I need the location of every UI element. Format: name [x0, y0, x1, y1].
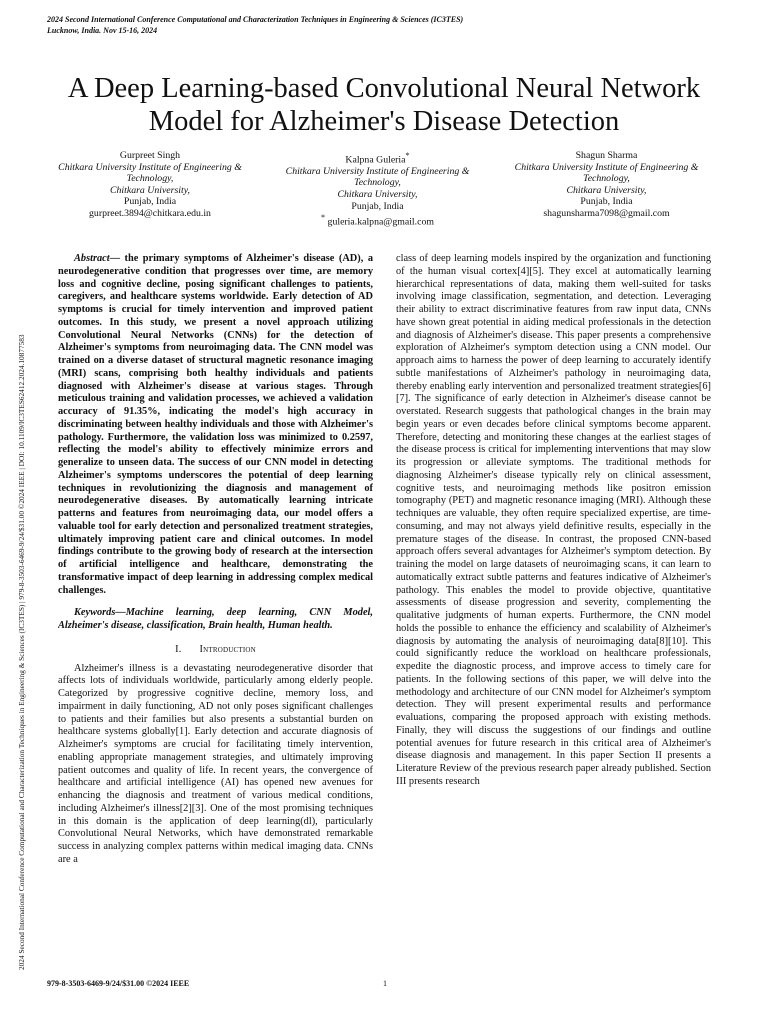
paper-title: A Deep Learning-based Convolutional Neural Network Model for Alzheimer's Disease Detection [67, 73, 701, 137]
introduction-continued: class of deep learning models inspired by the organization and functioning of the human visual cortex[4][5]. They excel at automatically learning hierarchical representations of data, making them well-suited for tasks involving image classification, segmentation, and detection. Leveraging their ability to extract discriminative features from raw input data, CNNs have shown great potential in aiding medical professionals in the detection and diagnosis of Alzheimer's disease. This paper presents a comprehensive exploration of Alzheimer's symptom detection using a CNN model. Our approach aims to harness the power of deep learning to accurately identify subtle manifestations of Alzheimer's pathology in neuroimaging data, thereby enabling early intervention and personalized treatment strategies[6][7]. The significance of early detection in Alzheimer's disease cannot be overstated. Research suggests that pathological changes in the brain may begin years or even decades before clinical symptoms become apparent. Therefore, detecting and monitoring these changes at the earliest stages of the disease process is critical for implementing interventions that may slow its progression or alleviate symptoms. The traditional methods for diagnosing Alzheimer's disease typically rely on clinical assessment, cognitive tests, and neuroimaging methods like positron emission tomography (PET) and magnetic resonance imaging (MRI). Although these techniques are valuable, they often require specialized expertise, are time-consuming, and may not always yield definitive results, especially in the premature stages of the disease. In contrast, the proposed CNN-based approach offers several advantages for Alzheimer's symptom detection. By training the model on large datasets of neuroimaging scans, it can learn to automatically extract subtle patterns and features indicative of Alzheimer's pathology. This enables the model to provide objective, quantitative assessments of disease progression and severity, complementing the qualitative judgments of human experts. Furthermore, the CNN model holds the possible to enhance the efficiency and scalability of Alzheimer's diagnosis by automating the analysis of neuroimaging data[8][10]. This could significantly reduce the workload on healthcare professionals, expedite the diagnostic process, and improve access to timely care for patients. In the following sections of this paper, we will delve into the methodology and architecture of our CNN model for Alzheimer's symptom detection. They will present experimental results and performance evaluations, comparing the proposed approach with existing methods. Finally, they will discuss the suggestions of our findings and outline potential avenues for future research in this critical area of Alzheimer's disease diagnosis and management. In this paper Section II presents a Literature Review of the previous research paper already published. Section III presents research [396, 253, 711, 787]
author-location: Punjab, India [580, 196, 633, 208]
author-location: Punjab, India [123, 196, 177, 208]
author-affiliation: Chitkara University Institute of Engineering & Technology, [285, 165, 470, 189]
author-block [50, 150, 718, 232]
conference-name: 2024 Second International Conference Computational and Characterization Techniques in Engineering & Sciences (IC3TES) [47, 15, 464, 24]
author-affiliation: Chitkara University Institute of Engineering & Technology, [58, 161, 242, 185]
footer-isbn: 979-8-3503-6469-9/24/$31.00 ©2024 IEEE [47, 979, 190, 988]
section-number: I. [175, 643, 182, 655]
author-2 [270, 150, 485, 228]
author-location: Punjab, India [351, 200, 404, 212]
author-name: Shagun Sharma [575, 150, 638, 161]
page-number: 1 [383, 979, 387, 988]
author-affiliation: Chitkara University Institute of Engineering & Technology, [514, 161, 699, 185]
abstract-label: Abstract [74, 253, 110, 264]
author-name: Kalpna Guleria* [345, 151, 410, 166]
section-heading [58, 644, 373, 657]
abstract [58, 253, 373, 597]
abstract-text: — the primary symptoms of Alzheimer's disease (AD), a neurodegenerative condition that progresses over time, are memory loss and cognitive decline, posing significant challenges to patients, caregivers, and healthcare systems worldwide. Early detection of AD symptoms is crucial for timely intervention and improved patient outcomes. In this study, we present a novel approach utilizing Convolutional Neural Networks (CNNs) for the detection of Alzheimer's symptoms from neuroimaging data. The CNN model was trained on a diverse dataset of structural magnetic resonance imaging (MRI) scans, comprising both healthy individuals and patients diagnosed with Alzheimer's disease at various stages. Through meticulous training and validation processes, we achieved a validation accuracy of 91.35%, indicating the model's high accuracy in discriminating between healthy individuals and those with Alzheimer's pathology. Furthermore, the validation loss was minimized to 0.2597, reflecting the model's ability to effectively minimize errors and generalize to unseen data. The success of our CNN model in detecting Alzheimer's symptoms underscores the potential of deep learning techniques in revolutionizing the diagnosis and management of neurodegenerative diseases. By automatically learning intricate patterns and features from neuroimaging data, our model offers a valuable tool for early detection and personalized treatment strategies, ultimately improving patient care and clinical outcomes. In model findings contribute to the growing body of research at the intersection of artificial intelligence and healthcare, demonstrating the transformative impact of deep learning in addressing complex medical challenges. [58, 253, 373, 596]
left-column [58, 253, 373, 943]
side-citation-strip: 2024 Second International Conference Computational and Characterization Techniques in Engineering & Sciences (IC3TES) | 979-8-3503-6469-9/24/$31.00 ©2024 IEEE | DOI: 10.1109/IC3TES62412.2024.10877583 [17, 334, 26, 970]
section-title: Introduction [199, 643, 256, 655]
author-email[interactable]: * guleria.kalpna@gmail.com [321, 213, 434, 228]
introduction-paragraph: Alzheimer's illness is a devastating neurodegenerative disorder that affects lots of individuals worldwide, particularly among elderly people. Categorized by progressive cognitive decline, memory loss, and impairment in daily functioning, AD not only poses significant challenges to patients and their families but also presents a substantial burden on healthcare systems globally[1]. Early detection and accurate diagnosis of Alzheimer's symptoms are crucial for facilitating timely intervention, enabling appropriate management strategies, and ultimately improving patient outcomes and quality of life. In recent years, the convergence of healthcare and artificial intelligence (AI) has opened new avenues for enhancing the diagnosis and treatment of various medical conditions, including Alzheimer's illness[2][3]. One of the most promising techniques in this domain is the application of deep learning(dl), particularly Convolutional Neural Networks, which have demonstrated remarkable success in analyzing complex patterns within medical imaging data. CNNs are a [58, 662, 373, 865]
author-3 [495, 150, 718, 220]
author-university: Chitkara University, [109, 184, 190, 196]
author-email[interactable]: shagunsharma7098@gmail.com [543, 207, 670, 219]
conference-header [47, 14, 737, 36]
corresponding-marker: * [405, 151, 410, 160]
author-name: Gurpreet Singh [119, 150, 181, 161]
right-column [396, 253, 711, 943]
conference-location: Lucknow, India. Nov 15-16, 2024 [47, 26, 158, 35]
keywords: Keywords—Machine learning, deep learning, CNN Model, Alzheimer's disease, classification, Brain health, Human health. [58, 607, 373, 631]
author-1 [50, 150, 250, 220]
author-university: Chitkara University, [337, 189, 418, 201]
author-university: Chitkara University, [566, 184, 647, 196]
author-email[interactable]: gurpreet.3894@chitkara.edu.in [89, 207, 211, 219]
